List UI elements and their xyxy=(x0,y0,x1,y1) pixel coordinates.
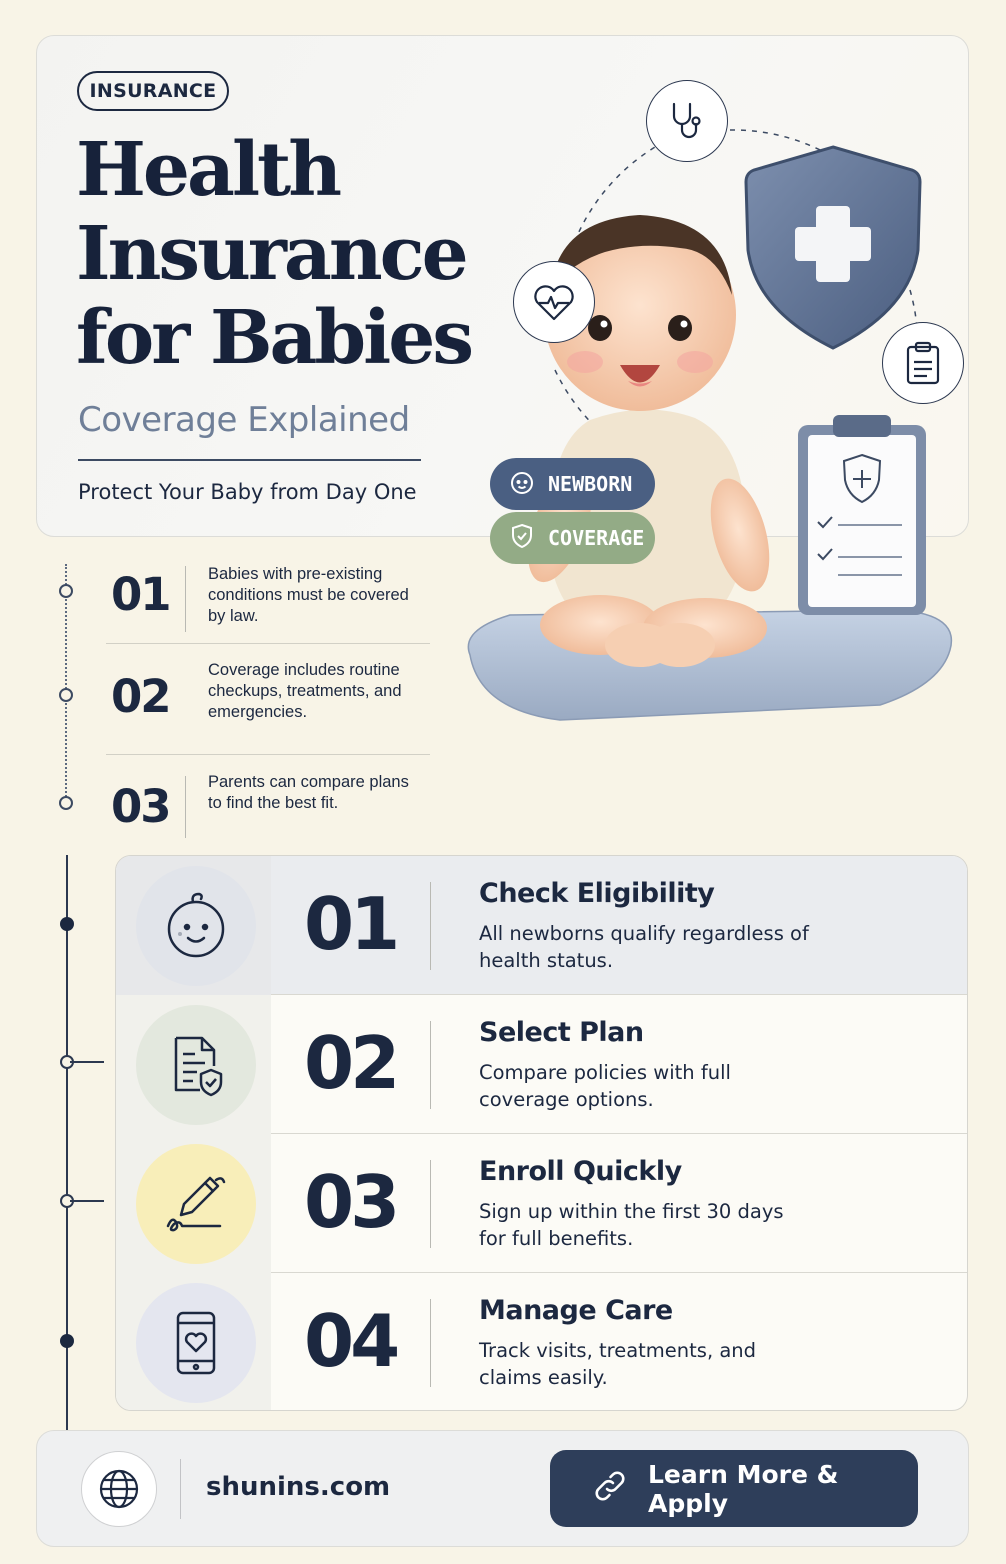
step-item xyxy=(116,1273,968,1411)
step-item xyxy=(116,995,968,1134)
step-title: Check Eligibility xyxy=(479,878,715,909)
steps-panel xyxy=(115,855,968,1411)
timeline-dot xyxy=(59,584,73,598)
fact-item xyxy=(106,660,430,750)
timeline-dot xyxy=(59,796,73,810)
newborn-badge xyxy=(490,458,655,510)
divider xyxy=(185,566,186,632)
newborn-badge-label: NEWBORN xyxy=(548,472,633,496)
document-shield-icon xyxy=(136,1005,256,1125)
link-icon xyxy=(590,1466,630,1512)
step-description: Track visits, treatments, and claims easily. xyxy=(479,1339,757,1389)
baby-face-icon xyxy=(136,866,256,986)
timeline-node xyxy=(60,1334,74,1348)
timeline-connector xyxy=(70,1200,104,1202)
divider xyxy=(180,1459,181,1519)
divider xyxy=(430,1160,431,1248)
fact-item xyxy=(106,772,430,842)
timeline-node xyxy=(60,917,74,931)
step-title: Select Plan xyxy=(479,1017,644,1048)
divider xyxy=(430,882,431,970)
step-title: Manage Care xyxy=(479,1295,673,1326)
step-number: 02 xyxy=(304,1021,397,1105)
fact-number: 03 xyxy=(111,780,170,833)
coverage-badge-label: COVERAGE xyxy=(548,526,645,550)
heart-pulse-icon xyxy=(513,261,595,343)
website-link[interactable]: shunins.com xyxy=(206,1472,391,1502)
step-description: Compare policies with full coverage options. xyxy=(479,1061,731,1111)
step-title: Enroll Quickly xyxy=(479,1156,682,1187)
title-line-2: Insurance xyxy=(76,211,466,297)
divider xyxy=(78,459,421,461)
fact-text: Parents can compare plans to find the best fit. xyxy=(208,773,409,812)
phone-heart-icon xyxy=(136,1283,256,1403)
timeline-connector xyxy=(70,1061,104,1063)
fact-text: Coverage includes routine checkups, treatments, and emergencies. xyxy=(208,661,402,721)
title-line-1: Health xyxy=(76,127,340,213)
clipboard-icon xyxy=(882,322,964,404)
step-description: Sign up within the first 30 days for full benefits. xyxy=(479,1200,784,1250)
pen-signature-icon xyxy=(136,1144,256,1264)
fact-number: 01 xyxy=(111,568,170,621)
baby-face-icon xyxy=(508,468,536,501)
footer-bar xyxy=(36,1430,969,1547)
divider xyxy=(106,754,430,755)
divider xyxy=(185,776,186,838)
fact-number: 02 xyxy=(111,670,170,723)
step-number: 01 xyxy=(304,882,397,966)
coverage-badge xyxy=(490,512,655,564)
timeline-dot xyxy=(59,688,73,702)
title-line-3: for Babies xyxy=(76,295,472,381)
category-tag: INSURANCE xyxy=(77,71,229,111)
divider xyxy=(106,643,430,644)
learn-more-apply-label: Learn More & Apply xyxy=(648,1459,839,1518)
facts-list xyxy=(40,560,460,845)
fact-text: Babies with pre-existing conditions must be covered by law. xyxy=(208,565,409,625)
facts-timeline xyxy=(65,564,67,804)
fact-item xyxy=(106,560,430,642)
baby-illustration xyxy=(440,70,980,740)
shield-check-icon xyxy=(508,522,536,555)
page-subtitle: Coverage Explained xyxy=(78,400,410,440)
divider xyxy=(430,1299,431,1387)
tagline: Protect Your Baby from Day One xyxy=(78,480,417,504)
step-description: All newborns qualify regardless of health status. xyxy=(479,922,809,972)
globe-icon xyxy=(81,1451,157,1527)
step-item xyxy=(116,1134,968,1273)
stethoscope-icon xyxy=(646,80,728,162)
step-item xyxy=(116,856,968,995)
divider xyxy=(430,1021,431,1109)
step-number: 04 xyxy=(304,1299,397,1383)
step-number: 03 xyxy=(304,1160,397,1244)
learn-more-apply-button[interactable] xyxy=(550,1450,918,1527)
